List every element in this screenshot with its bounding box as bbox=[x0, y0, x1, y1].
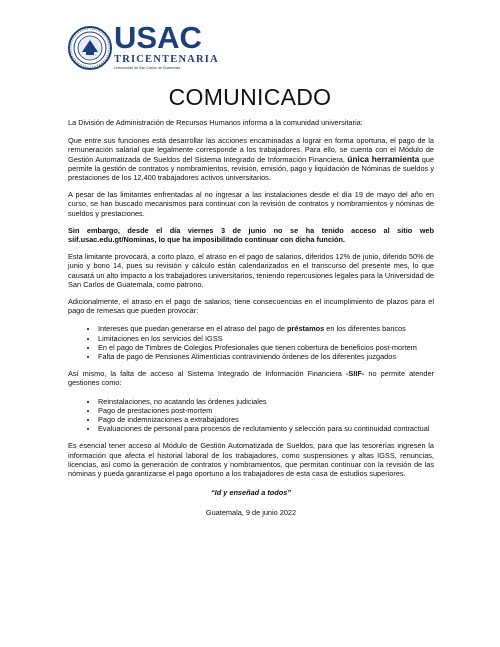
list-item: • En el pago de Timbres de Colegios Profesionales que tienen cobertura de beneficios post-mortem bbox=[98, 343, 434, 352]
list-item: • Falta de pago de Pensiones Alimenticias contraviniendo órdenes de los diferentes juzgados bbox=[98, 352, 434, 361]
list-item bbox=[98, 324, 434, 333]
paragraph-no-access: Sin embargo, desde el día viernes 3 de junio no se ha tenido acceso al sitio web siif.usac.edu.gt/Nominas, lo que ha imposibilitado continuar con dicha función. bbox=[68, 225, 434, 245]
document-body bbox=[68, 118, 434, 517]
paragraph-functions bbox=[68, 136, 434, 182]
logo-wordmark: USAC bbox=[114, 20, 202, 55]
paragraph-consequences: Adicionalmente, el atraso en el pago de salarios, tiene consecuencias en el incumplimiento de plazos para el pago de remesas que pueden provocar: bbox=[68, 297, 434, 316]
text-segment: Intereses que puedan generarse en el atraso del pago de bbox=[98, 324, 288, 334]
list-item: • Pago de indemnizaciones a extrabajadores bbox=[98, 415, 434, 424]
list-item: • Reinstalaciones, no acatando las órdenes judiciales bbox=[98, 397, 434, 406]
list-item: • Evaluaciones de personal para procesos de reclutamiento y selección para su continuidad contractual bbox=[98, 424, 434, 433]
logo-subtitle: TRICENTENARIA bbox=[114, 54, 219, 65]
text-segment: en los diferentes bancos bbox=[324, 324, 406, 334]
text-segment: no permite atender gestiones como: bbox=[68, 369, 435, 388]
logo-tagline: Universidad de San Carlos de Guatemala bbox=[114, 66, 181, 70]
intro-paragraph: La División de Administración de Recursos Humanos informa a la comunidad universitaria: bbox=[68, 118, 363, 127]
list-item: • Limitaciones en los servicios del IGSS bbox=[98, 334, 434, 343]
emphasis-text: -SIIF- bbox=[345, 369, 365, 379]
place-and-date: Guatemala, 9 de junio 2022 bbox=[205, 507, 297, 517]
consequences-list bbox=[68, 324, 434, 361]
text-segment: Así mismo, la falta de acceso al Sistema Integrado de Información Financiera bbox=[68, 369, 346, 379]
paragraph-essential-access: Es esencial tener acceso al Módulo de Gestión Automatizada de Sueldos, para que las tesorerías ingresen la información que afecta el historial laboral de los trabajadores, como suspensiones y altas IGSS, renuncias, licencias, así como la generación de contratos y nombramientos, que permitan continuar con la revisión de las nóminas y pueda garantizarse el pago oportuno a los trabajadores de esta casa de estudios superiores. bbox=[68, 441, 434, 479]
paragraph-salary-delay: Esta limitante provocará, a corto plazo, el atraso en el pago de salarios, diferidos 12% de junio, diferido 50% de junio y bono 14, pues su revisión y cálculo están calendarizados en el transcurso del presente mes, lo que causará un alto impacto a los trabajadores universitarios, teniendo repercusiones legales para la Universidad de San Carlos de Guatemala, como patrono. bbox=[68, 252, 434, 289]
emphasis-text: préstamos bbox=[287, 324, 325, 334]
text-segment: Que entre sus funciones está desarrollar las acciones encaminadas a lograr en forma oportuna, el pago de la remuneración salarial que legalmente corresponde a los trabajadores. Para ello, se cuenta con el Módulo de Gestión Automatizada de Sueldos del Sistema Integrado de Información Financiera, bbox=[68, 136, 434, 164]
paragraph-limitations: A pesar de las limitantes enfrentadas al no ingresar a las instalaciones desde el día 19 de mayo del año en curso, se han buscado mecanismos para continuar con la revisión de contratos y nombramientos y nóminas de sueldos y prestaciones. bbox=[68, 190, 434, 218]
text-segment: que permite la gestión de contratos y nombramientos, revisión, emisión, pago y liquidación de Nóminas de sueldos y prestaciones de los 12,400 trabajadores activos universitarios. bbox=[68, 154, 434, 183]
paragraph-siif bbox=[68, 369, 434, 387]
emphasis-text: única herramienta bbox=[347, 153, 420, 164]
usac-logo bbox=[68, 20, 219, 76]
page-title: COMUNICADO bbox=[168, 84, 332, 110]
university-seal-icon bbox=[68, 26, 112, 70]
motto: “Id y enseñad a todos” bbox=[211, 488, 291, 498]
procedures-list bbox=[68, 397, 434, 434]
list-item: • Pago de prestaciones post-mortem bbox=[98, 406, 434, 415]
